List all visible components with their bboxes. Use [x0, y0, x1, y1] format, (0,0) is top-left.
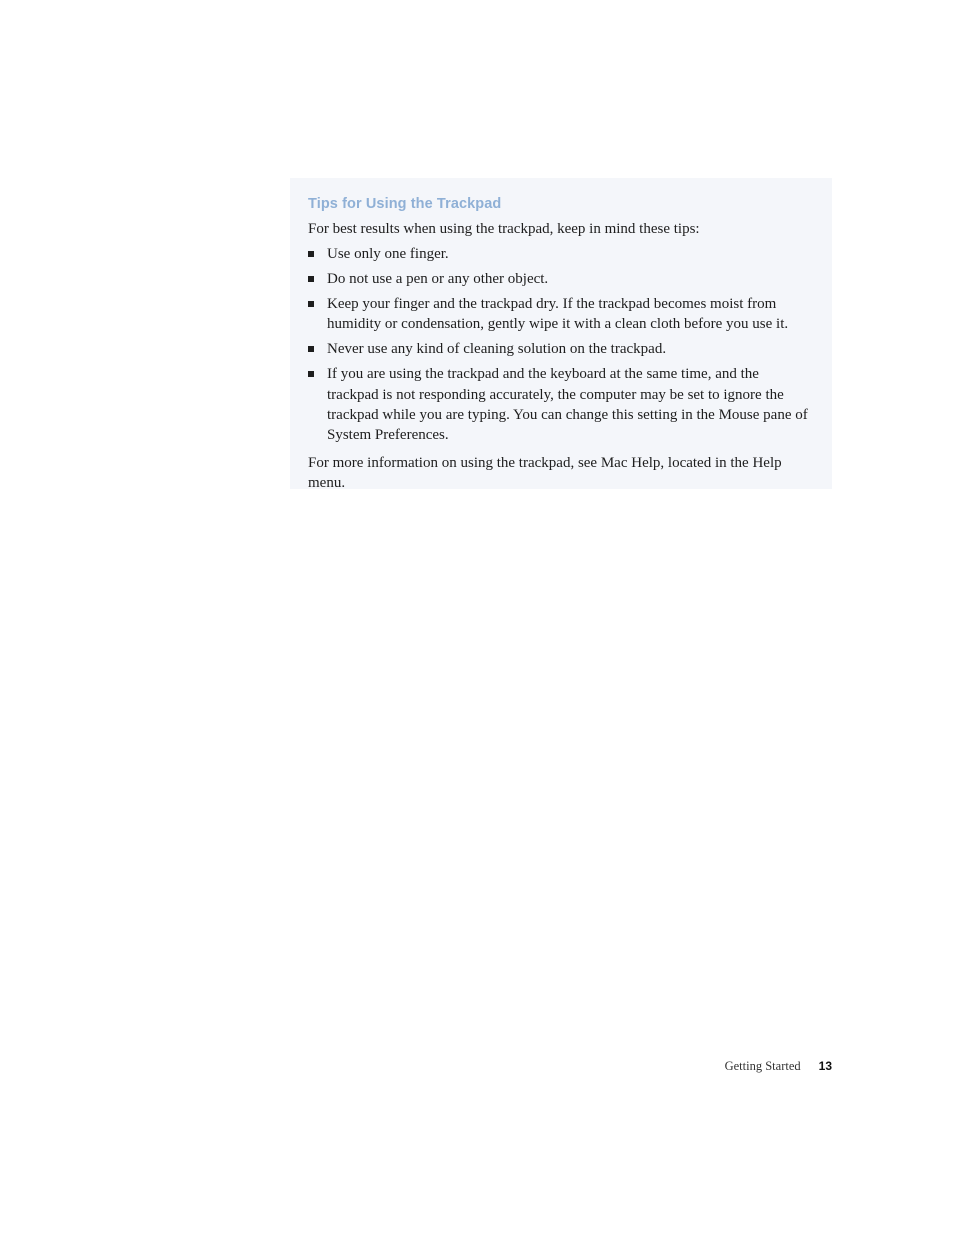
- page-number: 13: [818, 1059, 832, 1073]
- tips-title: Tips for Using the Trackpad: [308, 196, 502, 212]
- list-item-text: Use only one finger.: [327, 246, 449, 262]
- square-bullet-icon: [308, 346, 314, 352]
- footer-section-label: Getting Started: [724, 1059, 801, 1073]
- tips-intro: For best results when using the trackpad, keep in mind these tips:: [308, 221, 700, 237]
- list-item-text: Keep your finger and the trackpad dry. If the trackpad becomes moist from humidity or condensation, gently wipe it with a clean cloth before you use it.: [327, 295, 789, 333]
- list-item: [308, 364, 812, 445]
- list-item: [308, 294, 812, 335]
- tips-list: [308, 244, 812, 445]
- tips-outro: For more information on using the trackpad, see Mac Help, located in the Help menu.: [308, 455, 782, 492]
- square-bullet-icon: [308, 276, 314, 282]
- page-footer: [725, 1059, 832, 1074]
- list-item-text: If you are using the trackpad and the keyboard at the same time, and the trackpad is not responding accurately, the computer may be set to ignore the trackpad while you are typing. You can change this setting in the Mouse pane of System Preferences.: [327, 366, 808, 444]
- list-item: [308, 339, 812, 359]
- square-bullet-icon: [308, 301, 314, 307]
- list-item: [308, 269, 812, 289]
- trackpad-tips-box: [290, 178, 832, 492]
- square-bullet-icon: [308, 371, 314, 377]
- square-bullet-icon: [308, 251, 314, 257]
- list-item-text: Do not use a pen or any other object.: [327, 270, 549, 287]
- list-item-text: Never use any kind of cleaning solution on the trackpad.: [327, 341, 667, 358]
- list-item: [308, 244, 812, 264]
